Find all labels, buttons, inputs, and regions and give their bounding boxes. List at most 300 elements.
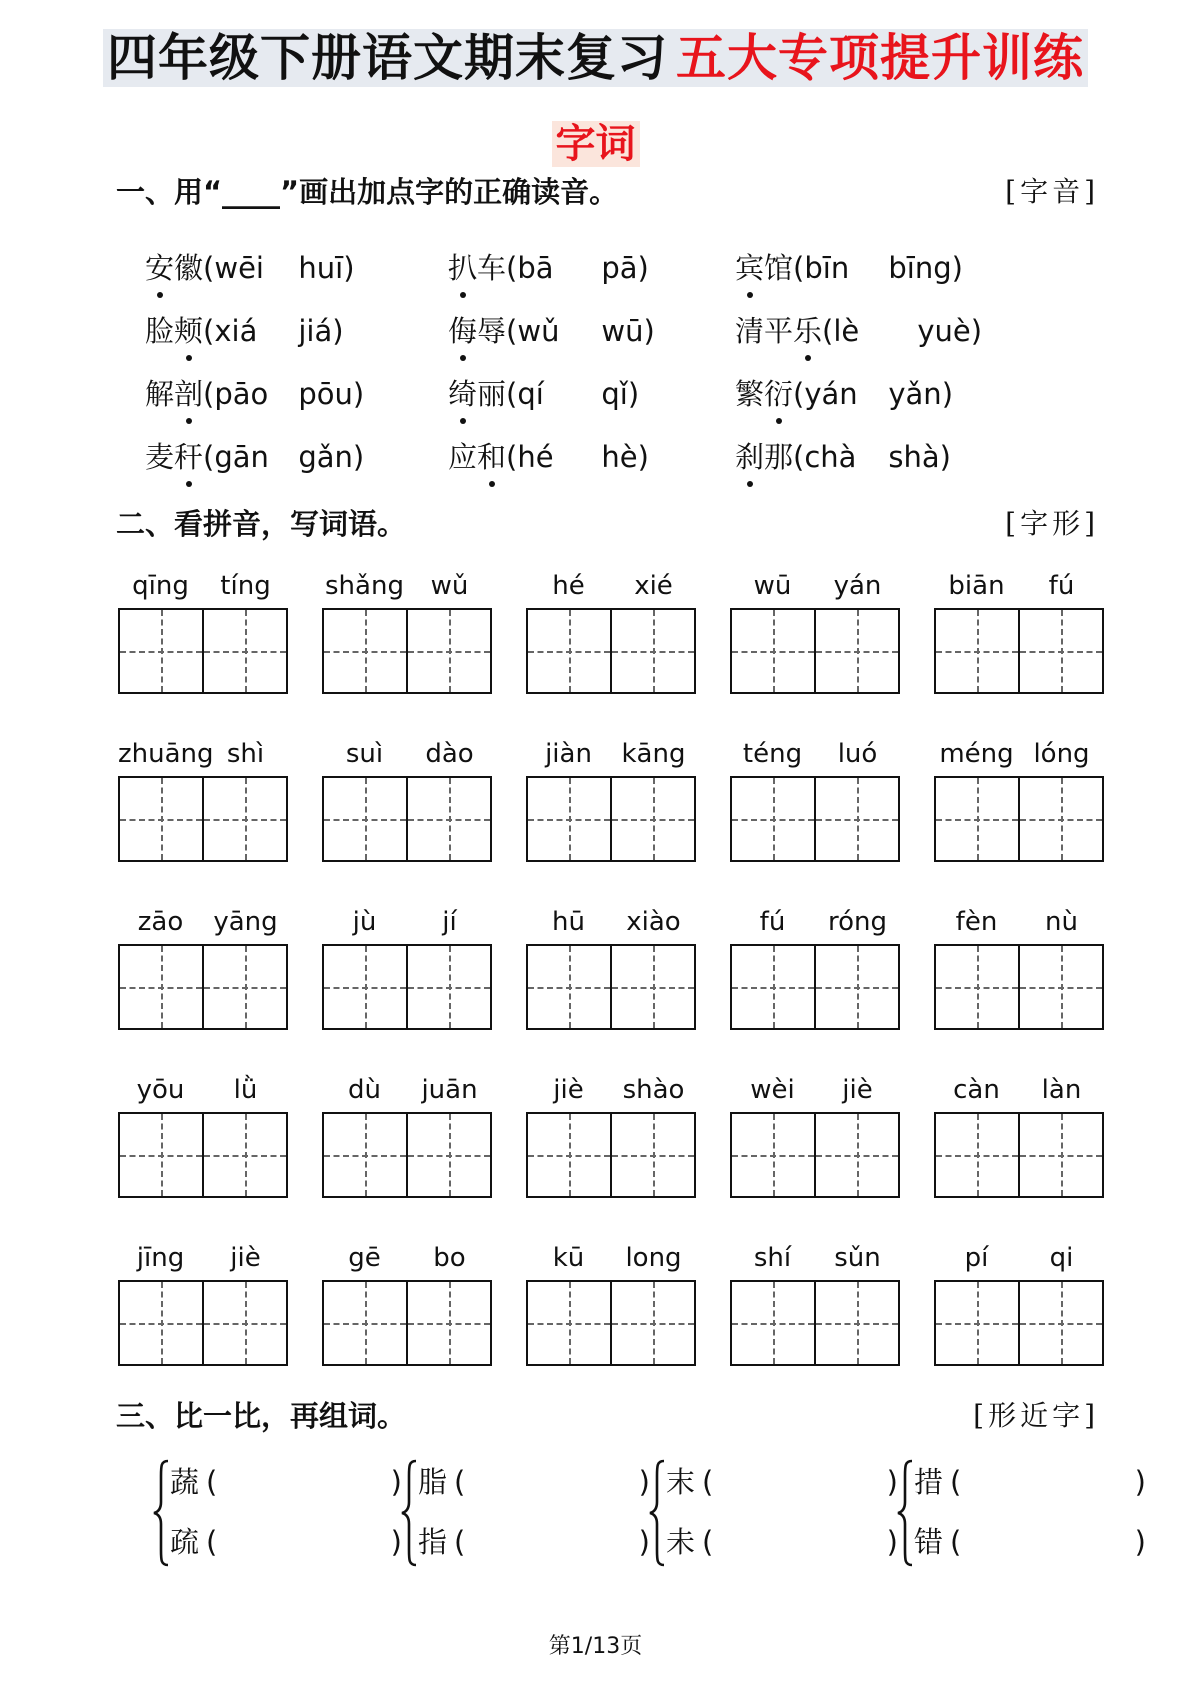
left-paren: ( bbox=[506, 377, 518, 411]
compound-word-row bbox=[914, 1522, 1146, 1562]
word bbox=[735, 437, 793, 477]
pinyin-label bbox=[934, 1240, 1104, 1276]
pinyin-option-2[interactable]: shà bbox=[888, 440, 940, 474]
pinyin-writing-cell bbox=[118, 904, 288, 1030]
page-title bbox=[0, 26, 1191, 90]
pinyin-option-1[interactable]: pāo bbox=[214, 377, 269, 411]
left-paren: ( bbox=[702, 1525, 714, 1559]
word-char-2: 乐 bbox=[793, 311, 822, 351]
writing-square[interactable] bbox=[408, 1282, 490, 1364]
left-paren: ( bbox=[203, 314, 215, 348]
title-black-part: 四年级下册语文期末复习 bbox=[103, 29, 672, 87]
answer-blank[interactable] bbox=[722, 1522, 872, 1562]
word-char-2: 剖 bbox=[174, 374, 203, 414]
word bbox=[145, 311, 203, 351]
word bbox=[448, 437, 506, 477]
pinyin-label bbox=[526, 1240, 696, 1276]
writing-square[interactable] bbox=[204, 610, 286, 692]
writing-square[interactable] bbox=[408, 610, 490, 692]
section3-tag: [形近字] bbox=[973, 1399, 1099, 1432]
tianzige-box bbox=[118, 1112, 288, 1198]
tianzige-box bbox=[730, 1280, 900, 1366]
pinyin-writing-cell bbox=[118, 568, 288, 694]
answer-blank[interactable] bbox=[970, 1522, 1120, 1562]
writing-square[interactable] bbox=[732, 610, 816, 692]
pinyin-writing-cell bbox=[730, 904, 900, 1030]
pinyin-syllable-2: róng bbox=[827, 907, 887, 937]
pinyin-syllable-1: wèi bbox=[750, 1075, 795, 1105]
pinyin-option-2[interactable]: bīng bbox=[888, 251, 952, 285]
pronunciation-item bbox=[448, 248, 748, 288]
word-char-2: 和 bbox=[477, 437, 506, 477]
pinyin-label bbox=[526, 1072, 696, 1108]
pinyin-option-2[interactable]: wū bbox=[601, 314, 644, 348]
pinyin-label bbox=[322, 736, 492, 772]
pinyin-syllable-2: dào bbox=[425, 739, 474, 769]
pinyin-label bbox=[934, 736, 1104, 772]
right-paren: ) bbox=[638, 1525, 650, 1559]
tianzige-box bbox=[526, 1280, 696, 1366]
writing-square[interactable] bbox=[936, 610, 1020, 692]
left-paren: ( bbox=[203, 251, 215, 285]
writing-square[interactable] bbox=[936, 946, 1020, 1028]
writing-square[interactable] bbox=[528, 610, 612, 692]
pinyin-writing-cell bbox=[322, 736, 492, 862]
tianzige-box bbox=[526, 944, 696, 1030]
writing-square[interactable] bbox=[1020, 1114, 1102, 1196]
character: 疏 bbox=[170, 1525, 200, 1559]
tianzige-box bbox=[730, 608, 900, 694]
writing-square[interactable] bbox=[204, 946, 286, 1028]
writing-square[interactable] bbox=[408, 946, 490, 1028]
pronunciation-item bbox=[145, 311, 445, 351]
pinyin-label bbox=[322, 1240, 492, 1276]
pinyin-option-2[interactable]: hè bbox=[601, 440, 638, 474]
pinyin-syllable-1: kū bbox=[552, 1243, 585, 1273]
pinyin-label bbox=[118, 736, 288, 772]
section1-heading: 一、用“____”画出加点字的正确读音。 bbox=[116, 175, 619, 209]
tianzige-box bbox=[322, 1280, 492, 1366]
pinyin-syllable-1: téng bbox=[742, 739, 803, 769]
right-paren: ) bbox=[343, 251, 355, 285]
pinyin-option-1[interactable]: bā bbox=[517, 251, 554, 285]
pinyin-syllable-1: wū bbox=[753, 571, 792, 601]
word-char-1: 麦 bbox=[145, 440, 175, 474]
pinyin-syllable-2: juān bbox=[421, 1075, 478, 1105]
pinyin-syllable-2: luó bbox=[837, 739, 878, 769]
character: 措 bbox=[914, 1465, 944, 1499]
right-paren: ) bbox=[352, 377, 365, 411]
pinyin-options bbox=[203, 311, 344, 351]
writing-square[interactable] bbox=[816, 946, 898, 1028]
word-char-1: 脸 bbox=[145, 314, 175, 348]
character: 错 bbox=[914, 1525, 944, 1559]
pronunciation-item bbox=[735, 437, 1035, 477]
writing-square[interactable] bbox=[324, 778, 408, 860]
writing-square[interactable] bbox=[528, 1114, 612, 1196]
pinyin-options bbox=[506, 248, 649, 288]
left-paren: ( bbox=[793, 251, 805, 285]
pronunciation-item bbox=[735, 248, 1035, 288]
pinyin-writing-cell bbox=[730, 736, 900, 862]
pinyin-option-1[interactable]: qí bbox=[517, 377, 544, 411]
writing-square[interactable] bbox=[408, 1114, 490, 1196]
pinyin-options bbox=[203, 248, 354, 288]
pinyin-syllable-1: zāo bbox=[137, 907, 184, 937]
word bbox=[448, 248, 506, 288]
writing-square[interactable] bbox=[612, 1282, 694, 1364]
tianzige-box bbox=[118, 1280, 288, 1366]
pinyin-syllable-1: hé bbox=[552, 571, 585, 601]
word-char-1: 绮 bbox=[448, 374, 477, 414]
word-char-1: 清平 bbox=[735, 314, 794, 348]
pinyin-option-1[interactable]: wēi bbox=[214, 251, 264, 285]
right-paren: ) bbox=[941, 377, 954, 411]
writing-square[interactable] bbox=[612, 610, 694, 692]
tianzige-box bbox=[934, 1280, 1104, 1366]
tianzige-box bbox=[322, 1112, 492, 1198]
tianzige-box bbox=[322, 776, 492, 862]
pinyin-syllable-2: jí bbox=[442, 907, 457, 937]
writing-square[interactable] bbox=[936, 778, 1020, 860]
pinyin-syllable-2: kāng bbox=[621, 739, 686, 769]
pinyin-syllable-1: biān bbox=[948, 571, 1005, 601]
brace-icon bbox=[152, 1458, 172, 1568]
right-paren: ) bbox=[390, 1465, 402, 1499]
word-char-2: 徽 bbox=[174, 251, 204, 285]
pronunciation-item bbox=[448, 437, 748, 477]
right-paren: ) bbox=[939, 440, 951, 474]
word-char-2: 秆 bbox=[174, 437, 203, 477]
pinyin-syllable-1: fèn bbox=[955, 907, 998, 937]
pinyin-label bbox=[526, 736, 696, 772]
character: 末 bbox=[666, 1465, 696, 1499]
pinyin-options bbox=[203, 437, 364, 477]
pinyin-syllable-2: nù bbox=[1045, 907, 1078, 937]
pinyin-label bbox=[730, 568, 900, 604]
pinyin-syllable-2: jiè bbox=[842, 1075, 873, 1105]
word-char-1: 安 bbox=[145, 248, 174, 288]
pinyin-syllable-2: wǔ bbox=[430, 571, 469, 601]
tianzige-box bbox=[934, 944, 1104, 1030]
section1-tag: [字音] bbox=[1005, 175, 1099, 208]
pinyin-option-1[interactable]: lè bbox=[833, 314, 860, 348]
character: 指 bbox=[418, 1525, 448, 1559]
section2-tag: [字形] bbox=[1005, 507, 1099, 540]
answer-blank[interactable] bbox=[722, 1462, 872, 1502]
pinyin-option-2[interactable]: jiá bbox=[298, 314, 333, 348]
pinyin-writing-cell bbox=[730, 1072, 900, 1198]
pinyin-label bbox=[118, 1240, 288, 1276]
writing-square[interactable] bbox=[204, 1282, 286, 1364]
pinyin-options bbox=[793, 437, 951, 477]
pronunciation-item bbox=[448, 374, 748, 414]
writing-square[interactable] bbox=[324, 946, 408, 1028]
pinyin-syllable-2: jiè bbox=[230, 1243, 261, 1273]
pronunciation-item bbox=[735, 311, 1035, 351]
right-paren: ) bbox=[332, 314, 344, 348]
compound-word-row bbox=[170, 1522, 402, 1562]
writing-square[interactable] bbox=[1020, 610, 1102, 692]
writing-square[interactable] bbox=[120, 610, 204, 692]
writing-square[interactable] bbox=[1020, 946, 1102, 1028]
tianzige-box bbox=[730, 776, 900, 862]
writing-square[interactable] bbox=[936, 1282, 1020, 1364]
left-paren: ( bbox=[206, 1465, 218, 1499]
pinyin-option-2[interactable]: huī bbox=[298, 251, 344, 285]
pinyin-syllable-2: xié bbox=[634, 571, 673, 601]
writing-square[interactable] bbox=[408, 778, 490, 860]
pinyin-syllable-1: jù bbox=[352, 907, 377, 937]
brace-icon bbox=[400, 1458, 420, 1568]
word-char-1: 解 bbox=[145, 377, 175, 411]
left-paren: ( bbox=[203, 440, 215, 474]
answer-blank[interactable] bbox=[474, 1522, 624, 1562]
pinyin-writing-cell bbox=[526, 1072, 696, 1198]
pinyin-writing-cell bbox=[118, 1072, 288, 1198]
pinyin-syllable-2: bo bbox=[433, 1243, 466, 1273]
pinyin-writing-cell bbox=[526, 568, 696, 694]
word-char-2: 辱 bbox=[477, 314, 507, 348]
pinyin-label bbox=[934, 904, 1104, 940]
writing-square[interactable] bbox=[120, 1114, 204, 1196]
word bbox=[735, 374, 793, 414]
right-paren: ) bbox=[951, 251, 963, 285]
writing-square[interactable] bbox=[732, 1282, 816, 1364]
right-paren: ) bbox=[627, 377, 640, 411]
pinyin-writing-cell bbox=[526, 736, 696, 862]
pinyin-options bbox=[506, 437, 649, 477]
pronunciation-item bbox=[448, 311, 748, 351]
left-paren: ( bbox=[702, 1465, 714, 1499]
pinyin-writing-cell bbox=[526, 1240, 696, 1366]
pinyin-syllable-1: càn bbox=[953, 1075, 1000, 1105]
pinyin-syllable-2: shì bbox=[226, 739, 265, 769]
pinyin-syllable-2: lóng bbox=[1033, 739, 1090, 769]
right-paren: ) bbox=[886, 1525, 898, 1559]
similar-char-pair bbox=[648, 1454, 898, 1574]
page-subtitle bbox=[0, 118, 1191, 170]
writing-square[interactable] bbox=[204, 778, 286, 860]
similar-char-pair bbox=[896, 1454, 1146, 1574]
left-paren: ( bbox=[506, 440, 518, 474]
writing-square[interactable] bbox=[816, 1282, 898, 1364]
tianzige-box bbox=[934, 1112, 1104, 1198]
similar-char-pair bbox=[152, 1454, 402, 1574]
pinyin-option-2[interactable]: pōu bbox=[298, 377, 353, 411]
right-paren: ) bbox=[970, 314, 983, 348]
writing-square[interactable] bbox=[204, 1114, 286, 1196]
pinyin-option-2[interactable]: gǎn bbox=[298, 440, 353, 474]
pinyin-options bbox=[793, 248, 963, 288]
right-paren: ) bbox=[637, 440, 649, 474]
left-paren: ( bbox=[950, 1525, 962, 1559]
word-char-1: 应 bbox=[448, 440, 478, 474]
pronunciation-item bbox=[145, 437, 445, 477]
writing-square[interactable] bbox=[120, 946, 204, 1028]
pinyin-syllable-2: yán bbox=[833, 571, 882, 601]
pinyin-syllable-2: lǜ bbox=[233, 1075, 258, 1105]
writing-square[interactable] bbox=[936, 1114, 1020, 1196]
right-paren: ) bbox=[390, 1525, 402, 1559]
writing-square[interactable] bbox=[120, 778, 204, 860]
brace-icon bbox=[896, 1458, 916, 1568]
word bbox=[145, 437, 203, 477]
writing-square[interactable] bbox=[528, 1282, 612, 1364]
pinyin-option-1[interactable]: gān bbox=[214, 440, 269, 474]
pinyin-writing-cell bbox=[934, 568, 1104, 694]
tianzige-box bbox=[934, 608, 1104, 694]
word-char-2: 丽 bbox=[477, 377, 507, 411]
pinyin-writing-cell bbox=[118, 1240, 288, 1366]
answer-blank[interactable] bbox=[474, 1462, 624, 1502]
writing-square[interactable] bbox=[732, 778, 816, 860]
left-paren: ( bbox=[454, 1465, 466, 1499]
word bbox=[448, 311, 506, 351]
pinyin-label bbox=[730, 1240, 900, 1276]
writing-square[interactable] bbox=[732, 1114, 816, 1196]
word-char-2: 车 bbox=[477, 251, 507, 285]
section3-heading: 三、比一比，再组词。 bbox=[116, 1399, 407, 1433]
tianzige-box bbox=[118, 608, 288, 694]
left-paren: ( bbox=[950, 1465, 962, 1499]
writing-square[interactable] bbox=[732, 946, 816, 1028]
left-paren: ( bbox=[454, 1525, 466, 1559]
right-paren: ) bbox=[638, 1465, 650, 1499]
writing-square[interactable] bbox=[1020, 778, 1102, 860]
tianzige-box bbox=[526, 776, 696, 862]
writing-square[interactable] bbox=[324, 610, 408, 692]
pinyin-option-2[interactable]: qǐ bbox=[601, 377, 628, 411]
writing-square[interactable] bbox=[324, 1114, 408, 1196]
left-paren: ( bbox=[206, 1525, 218, 1559]
writing-square[interactable] bbox=[816, 610, 898, 692]
character: 蔬 bbox=[170, 1465, 200, 1499]
pinyin-label bbox=[118, 568, 288, 604]
compound-word-row bbox=[170, 1462, 402, 1502]
word bbox=[145, 248, 203, 288]
pinyin-syllable-1: dù bbox=[348, 1075, 381, 1105]
pinyin-option-1[interactable]: chà bbox=[804, 440, 857, 474]
writing-square[interactable] bbox=[528, 778, 612, 860]
pinyin-option-1[interactable]: xiá bbox=[214, 314, 258, 348]
right-paren: ) bbox=[1134, 1465, 1146, 1499]
tianzige-box bbox=[526, 608, 696, 694]
pinyin-option-1[interactable]: wǔ bbox=[517, 314, 560, 348]
pinyin-options bbox=[506, 374, 639, 414]
pinyin-syllable-2: shào bbox=[622, 1075, 685, 1105]
similar-char-pair bbox=[400, 1454, 650, 1574]
character: 未 bbox=[666, 1525, 696, 1559]
pinyin-syllable-1: qīng bbox=[132, 571, 189, 601]
pinyin-label bbox=[322, 1072, 492, 1108]
pinyin-writing-cell bbox=[322, 568, 492, 694]
pronunciation-item bbox=[145, 374, 445, 414]
pinyin-writing-cell bbox=[322, 1072, 492, 1198]
pinyin-writing-cell bbox=[526, 904, 696, 1030]
pinyin-label bbox=[730, 904, 900, 940]
pinyin-label bbox=[118, 904, 288, 940]
pinyin-label bbox=[526, 568, 696, 604]
writing-square[interactable] bbox=[612, 946, 694, 1028]
pinyin-writing-cell bbox=[118, 736, 288, 862]
writing-square[interactable] bbox=[612, 1114, 694, 1196]
word-char-2: 颊 bbox=[174, 311, 203, 351]
tianzige-box bbox=[934, 776, 1104, 862]
word-char-2: 那 bbox=[764, 440, 794, 474]
pinyin-syllable-1: zhuāng bbox=[118, 739, 214, 769]
pinyin-options bbox=[793, 374, 953, 414]
compound-word-row bbox=[666, 1522, 898, 1562]
writing-square[interactable] bbox=[528, 946, 612, 1028]
pinyin-syllable-2: long bbox=[625, 1243, 682, 1273]
tianzige-box bbox=[730, 1112, 900, 1198]
word bbox=[448, 374, 506, 414]
pinyin-syllable-2: fú bbox=[1048, 571, 1075, 601]
pinyin-writing-cell bbox=[730, 568, 900, 694]
right-paren: ) bbox=[637, 251, 649, 285]
tianzige-box bbox=[322, 608, 492, 694]
answer-blank[interactable] bbox=[226, 1462, 376, 1502]
pinyin-option-1[interactable]: yán bbox=[804, 377, 858, 411]
pinyin-label bbox=[730, 1072, 900, 1108]
pinyin-syllable-2: yāng bbox=[213, 907, 278, 937]
pinyin-syllable-2: làn bbox=[1041, 1075, 1082, 1105]
answer-blank[interactable] bbox=[226, 1522, 376, 1562]
pinyin-options bbox=[203, 374, 364, 414]
pinyin-option-2[interactable]: yuè bbox=[917, 314, 971, 348]
subtitle-text: 字词 bbox=[552, 121, 640, 167]
title-red-part: 五大专项提升训练 bbox=[672, 29, 1088, 87]
pinyin-options bbox=[822, 311, 982, 351]
writing-square[interactable] bbox=[816, 778, 898, 860]
writing-square[interactable] bbox=[816, 1114, 898, 1196]
pinyin-option-2[interactable]: pā bbox=[601, 251, 638, 285]
pinyin-syllable-1: suì bbox=[345, 739, 384, 769]
writing-square[interactable] bbox=[120, 1282, 204, 1364]
word-char-1: 宾 bbox=[735, 248, 764, 288]
word bbox=[145, 374, 203, 414]
writing-square[interactable] bbox=[324, 1282, 408, 1364]
pinyin-label bbox=[322, 568, 492, 604]
pinyin-writing-cell bbox=[934, 904, 1104, 1030]
left-paren: ( bbox=[793, 440, 805, 474]
pinyin-option-1[interactable]: bīn bbox=[804, 251, 850, 285]
pinyin-label bbox=[322, 904, 492, 940]
answer-blank[interactable] bbox=[970, 1462, 1120, 1502]
pinyin-label bbox=[730, 736, 900, 772]
pinyin-options bbox=[506, 311, 655, 351]
tianzige-box bbox=[526, 1112, 696, 1198]
pinyin-option-1[interactable]: hé bbox=[517, 440, 554, 474]
word-char-1: 刹 bbox=[735, 437, 764, 477]
pronunciation-item bbox=[735, 374, 1035, 414]
pinyin-syllable-2: xiào bbox=[626, 907, 681, 937]
pinyin-syllable-2: qi bbox=[1049, 1243, 1074, 1273]
pinyin-syllable-1: pí bbox=[964, 1243, 989, 1273]
writing-square[interactable] bbox=[612, 778, 694, 860]
brace-icon bbox=[648, 1458, 668, 1568]
pinyin-label bbox=[934, 568, 1104, 604]
word-char-2: 衍 bbox=[764, 374, 793, 414]
pinyin-syllable-1: jīng bbox=[136, 1243, 185, 1273]
right-paren: ) bbox=[1134, 1525, 1146, 1559]
right-paren: ) bbox=[886, 1465, 898, 1499]
pinyin-option-2[interactable]: yǎn bbox=[888, 377, 942, 411]
pinyin-writing-cell bbox=[934, 736, 1104, 862]
writing-square[interactable] bbox=[1020, 1282, 1102, 1364]
pinyin-syllable-1: fú bbox=[759, 907, 786, 937]
